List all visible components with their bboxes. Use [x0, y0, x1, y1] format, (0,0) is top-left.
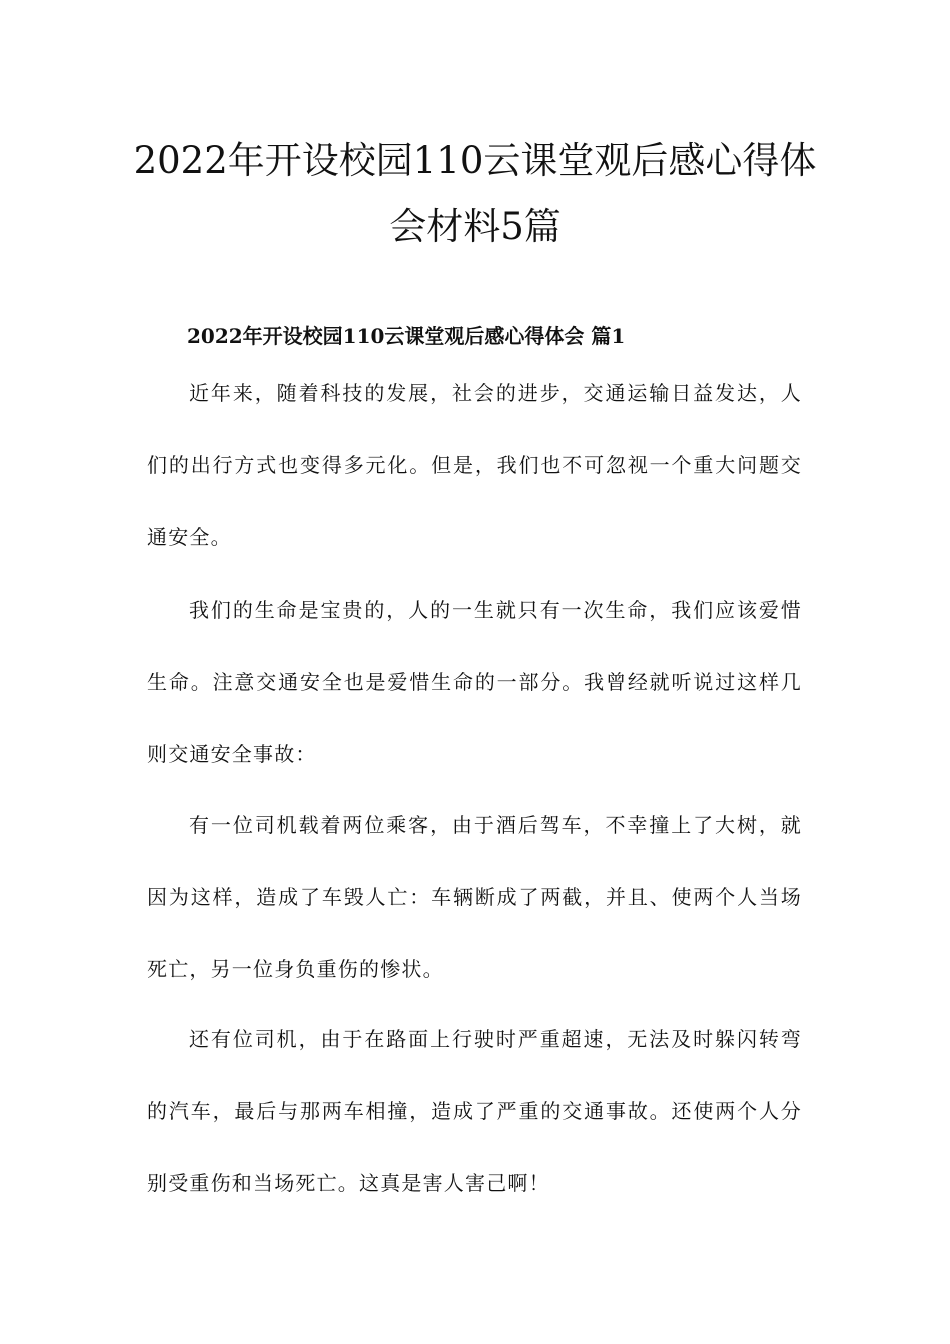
section-heading: 2022年开设校园110云课堂观后感心得体会 篇1	[187, 324, 626, 348]
paragraph-2: 我们的生命是宝贵的，人的一生就只有一次生命，我们应该爱惜生命。注意交通安全也是爱惜生命的一部分。我曾经就听说过这样几则交通安全事故：	[147, 598, 802, 766]
document-title-line-1: 2022年开设校园110云课堂观后感心得体	[133, 139, 817, 182]
document-title-line-2: 会材料5篇	[389, 205, 561, 248]
paragraph-4: 还有位司机，由于在路面上行驶时严重超速，无法及时躲闪转弯的汽车，最后与那两车相撞，造成了严重的交通事故。还使两个人分别受重伤和当场死亡。这真是害人害己啊！	[147, 1027, 802, 1195]
paragraph-1: 近年来，随着科技的发展，社会的进步，交通运输日益发达，人们的出行方式也变得多元化。但是，我们也不可忽视一个重大问题交通安全。	[147, 381, 802, 549]
document-title	[120, 128, 830, 260]
paragraph-3: 有一位司机载着两位乘客，由于酒后驾车，不幸撞上了大树，就因为这样，造成了车毁人亡：车辆断成了两截，并且、使两个人当场死亡，另一位身负重伤的惨状。	[147, 813, 802, 981]
